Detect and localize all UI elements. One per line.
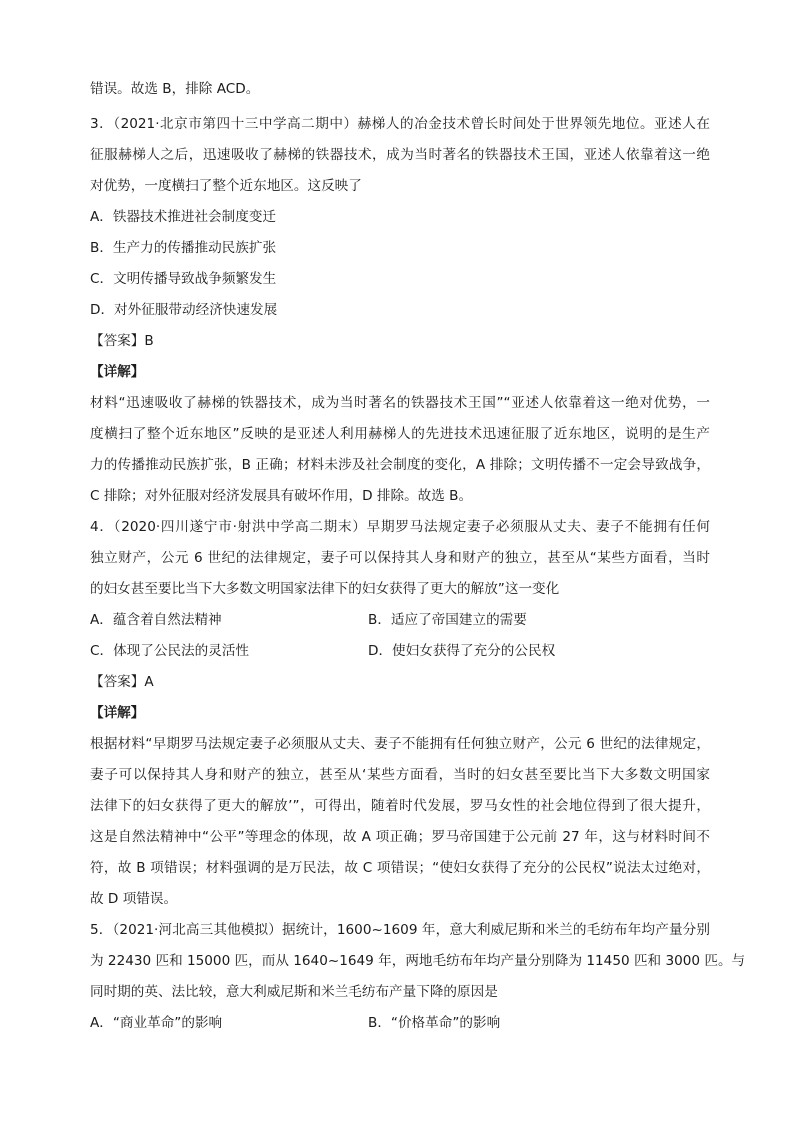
q4-option-c: C．体现了公民法的灵活性 [90, 643, 250, 659]
q4-detail-line-2: 妻子可以保持其人身和财产的独立，甚至从‘某些方面看，当时的妇女甚至要比当下大多数文明国家 [90, 767, 710, 783]
q4-detail-line-6: 故 D 项错误。 [90, 891, 178, 907]
q5-option-b: B．“价格革命”的影响 [368, 1015, 501, 1031]
q3-answer: 【答案】B [90, 333, 154, 349]
q5-stem-line-1: 5．（2021·河北高三其他模拟）据统计，1600~1609 年，意大利威尼斯和米兰的毛纺布年均产量分别 [90, 922, 710, 938]
intro-text: 错误。故选 B，排除 ACD。 [90, 81, 260, 97]
q4-detail-line-5: 符，故 B 项错误；材料强调的是万民法，故 C 项错误；“使妇女获得了充分的公民权”说法太过绝对， [90, 860, 710, 876]
q4-stem-line-3: 的妇女甚至要比当下大多数文明国家法律下的妇女获得了更大的解放”这一变化 [90, 581, 560, 597]
q4-answer: 【答案】A [90, 674, 154, 690]
q3-detail-line-2: 度横扫了整个近东地区”反映的是亚述人利用赫梯人的先进技术迅速征服了近东地区，说明的是生产 [90, 426, 710, 442]
q4-option-b: B．适应了帝国建立的需要 [368, 612, 527, 628]
q3-option-c: C．文明传播导致战争频繁发生 [90, 271, 277, 287]
q4-detail-line-1: 根据材料“早期罗马法规定妻子必须服从丈夫、妻子不能拥有任何独立财产，公元 6 世纪的法律规定， [90, 736, 710, 752]
q4-option-a: A．蕴含着自然法精神 [90, 612, 222, 628]
q4-option-d: D．使妇女获得了充分的公民权 [368, 643, 556, 659]
q3-detail-line-3: 力的传播推动民族扩张，B 正确；材料未涉及社会制度的变化，A 排除；文明传播不一定会导致战争， [90, 457, 710, 473]
q3-option-d: D．对外征服带动经济快速发展 [90, 302, 278, 318]
q4-detail-line-4: 这是自然法精神中“公平”等理念的体现，故 A 项正确；罗马帝国建于公元前 27 年，这与材料时间不 [90, 829, 710, 845]
q3-stem-line-1: 3．（2021·北京市第四十三中学高二期中）赫梯人的冶金技术曾长时间处于世界领先地位。亚述人在 [90, 116, 710, 132]
q3-detail-line-4: C 排除；对外征服对经济发展具有破坏作用，D 排除。故选 B。 [90, 488, 473, 504]
q5-stem-line-2: 为 22430 匹和 15000 匹，而从 1640~1649 年，两地毛纺布年均产量分别降为 11450 匹和 3000 匹。与 [90, 953, 746, 969]
q3-detail-line-1: 材料“迅速吸收了赫梯的铁器技术，成为当时著名的铁器技术王国”“亚述人依靠着这一绝对优势，一 [90, 395, 710, 411]
q3-stem-line-3: 对优势，一度横扫了整个近东地区。这反映了 [90, 178, 362, 194]
q3-option-b: B．生产力的传播推动民族扩张 [90, 240, 277, 256]
q4-detail-line-3: 法律下的妇女获得了更大的解放’”，可得出，随着时代发展，罗马女性的社会地位得到了很大提升， [90, 798, 710, 814]
q5-option-a: A．“商业革命”的影响 [90, 1015, 223, 1031]
q4-stem-line-2: 独立财产，公元 6 世纪的法律规定，妻子可以保持其人身和财产的独立，甚至从“某些方面看，当时 [90, 550, 710, 566]
q3-stem-line-2: 征服赫梯人之后，迅速吸收了赫梯的铁器技术，成为当时著名的铁器技术王国，亚述人依靠着这一绝 [90, 147, 710, 163]
q3-option-a: A．铁器技术推进社会制度变迁 [90, 209, 277, 225]
q4-stem-line-1: 4．（2020·四川遂宁市·射洪中学高二期末）早期罗马法规定妻子必须服从丈夫、妻子不能拥有任何 [90, 519, 710, 535]
q3-detail-label: 【详解】 [90, 364, 145, 380]
q5-stem-line-3: 同时期的英、法比较，意大利威尼斯和米兰毛纺布产量下降的原因是 [90, 984, 498, 1000]
q4-detail-label: 【详解】 [90, 705, 145, 721]
